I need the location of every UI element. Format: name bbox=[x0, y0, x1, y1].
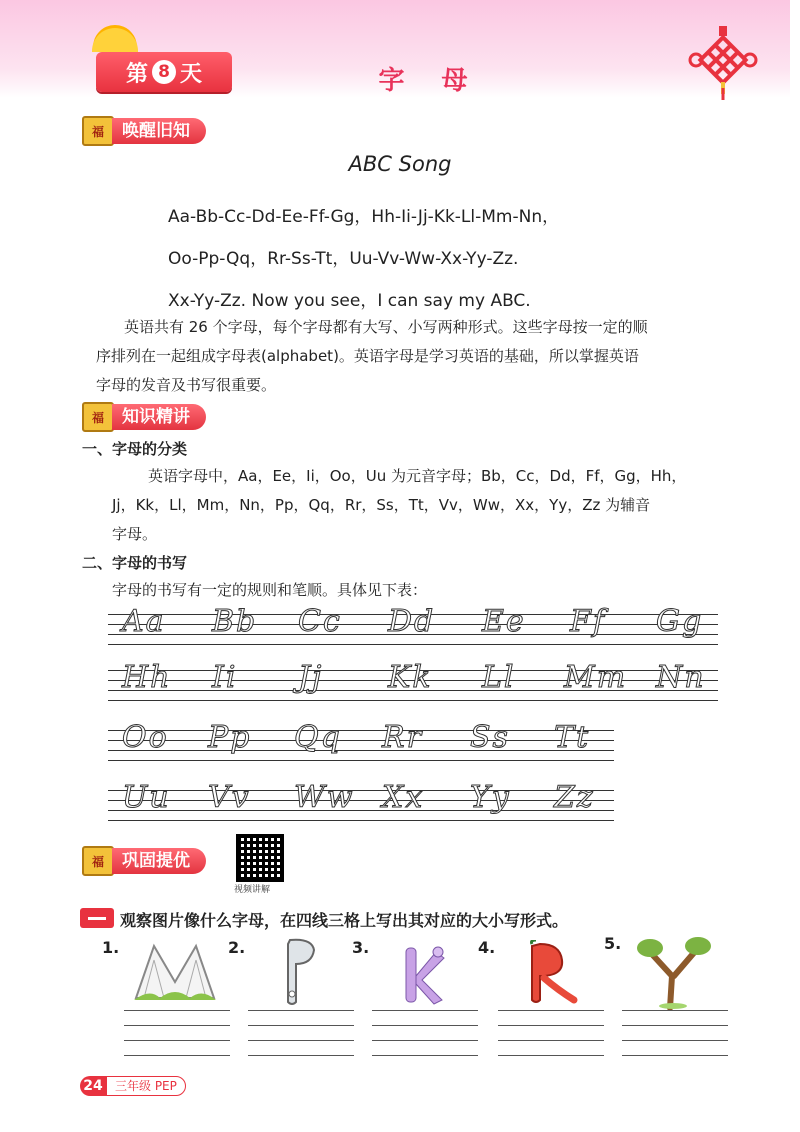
grade-tag: 三年级 PEP bbox=[106, 1076, 186, 1096]
classification-line-3: 字母。 bbox=[112, 525, 158, 543]
answer-grid-5[interactable] bbox=[622, 1010, 728, 1056]
day-prefix: 第 bbox=[125, 61, 148, 87]
day-badge bbox=[96, 52, 232, 92]
section-practice-label: 巩固提优 bbox=[112, 848, 206, 874]
fu-icon: 福 bbox=[82, 402, 114, 432]
item-number: 2. bbox=[228, 938, 246, 957]
letter-pair: Yy bbox=[470, 780, 511, 815]
letter-pair: Mm bbox=[564, 660, 628, 695]
song-line-2: Oo-Pp-Qq，Rr-Ss-Tt，Uu-Vv-Ww-Xx-Yy-Zz. bbox=[168, 249, 519, 269]
letter-pair: Dd bbox=[388, 604, 436, 639]
letter-pair: Pp bbox=[208, 720, 252, 755]
letter-pair: Tt bbox=[554, 720, 591, 755]
letter-pair: Zz bbox=[554, 780, 595, 815]
section-practice-tag bbox=[82, 846, 206, 876]
writing-row-3 bbox=[108, 720, 614, 760]
letter-pair: Xx bbox=[382, 780, 425, 815]
letter-pair: Kk bbox=[388, 660, 433, 695]
writing-row-2 bbox=[108, 660, 718, 700]
letter-pair: Ff bbox=[570, 604, 606, 639]
answer-grid-2[interactable] bbox=[248, 1010, 354, 1056]
letter-pair: Gg bbox=[656, 604, 704, 639]
letter-pair: Jj bbox=[298, 660, 324, 695]
wrench-p-picture bbox=[282, 936, 322, 1008]
fu-icon: 福 bbox=[82, 846, 114, 876]
intro-line-1: 英语共有 26 个字母，每个字母都有大写、小写两种形式。这些字母按一定的顺 bbox=[124, 318, 648, 336]
mountain-m-picture bbox=[130, 938, 220, 1004]
classification-heading: 一、字母的分类 bbox=[82, 440, 188, 458]
item-number: 5. bbox=[604, 934, 622, 953]
letter-pair: Bb bbox=[212, 604, 258, 639]
letter-pair: Nn bbox=[656, 660, 706, 695]
letter-pair: Vv bbox=[208, 780, 251, 815]
item-number: 1. bbox=[102, 938, 120, 957]
writing-row-4 bbox=[108, 780, 614, 820]
pepper-r-picture bbox=[524, 940, 580, 1006]
day-suffix: 天 bbox=[180, 61, 203, 87]
letter-pair: Uu bbox=[122, 780, 171, 815]
question-one-dash-icon bbox=[88, 917, 106, 920]
fu-icon: 福 bbox=[82, 116, 114, 146]
letter-pair: Ee bbox=[482, 604, 526, 639]
answer-grid-3[interactable] bbox=[372, 1010, 478, 1056]
song-title: ABC Song bbox=[348, 152, 452, 176]
day-number: 8 bbox=[152, 60, 176, 84]
section-knowledge-label: 知识精讲 bbox=[112, 404, 206, 430]
letter-pair: Hh bbox=[122, 660, 172, 695]
chinese-knot-icon bbox=[688, 26, 758, 100]
intro-line-2: 序排列在一起组成字母表(alphabet)。英语字母是学习英语的基础，所以掌握英语 bbox=[96, 347, 639, 365]
item-number: 4. bbox=[478, 938, 496, 957]
letter-pair: Rr bbox=[382, 720, 423, 755]
writing-heading: 二、字母的书写 bbox=[82, 554, 188, 572]
page-title: 字 母 bbox=[378, 66, 482, 96]
letter-pair: Ss bbox=[470, 720, 510, 755]
answer-grid-4[interactable] bbox=[498, 1010, 604, 1056]
answer-grid-1[interactable] bbox=[124, 1010, 230, 1056]
song-line-1: Aa-Bb-Cc-Dd-Ee-Ff-Gg，Hh-Ii-Jj-Kk-Ll-Mm-Nn， bbox=[168, 207, 560, 227]
item-number: 3. bbox=[352, 938, 370, 957]
classification-line-1: 英语字母中，Aa，Ee，Ii，Oo，Uu 为元音字母；Bb，Cc，Dd，Ff，Gg，Hh， bbox=[148, 467, 687, 485]
letter-pair: Ww bbox=[294, 780, 355, 815]
song-line-3: Xx-Yy-Zz. Now you see，I can say my ABC. bbox=[168, 291, 531, 311]
letter-pair: Aa bbox=[122, 604, 166, 639]
letter-pair: Ll bbox=[482, 660, 516, 695]
classification-line-2: Jj，Kk，Ll，Mm，Nn，Pp，Qq，Rr，Ss，Tt，Vv，Ww，Xx，Yy，Zz 为辅音 bbox=[112, 496, 651, 514]
letter-pair: Ii bbox=[212, 660, 238, 695]
letter-pair: Oo bbox=[122, 720, 169, 755]
exercise-instruction: 观察图片像什么字母，在四线三格上写出其对应的大小写形式。 bbox=[120, 911, 569, 930]
writing-row-1 bbox=[108, 604, 718, 644]
qr-label: 视频讲解 bbox=[234, 885, 271, 895]
section-review-label: 唤醒旧知 bbox=[112, 118, 206, 144]
letter-pair: Cc bbox=[298, 604, 342, 639]
section-review-tag bbox=[82, 116, 206, 146]
qr-code-icon[interactable] bbox=[236, 834, 284, 882]
purple-k-picture bbox=[400, 944, 448, 1006]
page-number: 24 bbox=[80, 1076, 106, 1096]
letter-pair: Qq bbox=[294, 720, 342, 755]
writing-intro: 字母的书写有一定的规则和笔顺。具体见下表： bbox=[112, 581, 428, 599]
intro-line-3: 字母的发音及书写很重要。 bbox=[96, 376, 277, 394]
section-knowledge-tag bbox=[82, 402, 206, 432]
tree-y-picture bbox=[636, 936, 712, 1010]
